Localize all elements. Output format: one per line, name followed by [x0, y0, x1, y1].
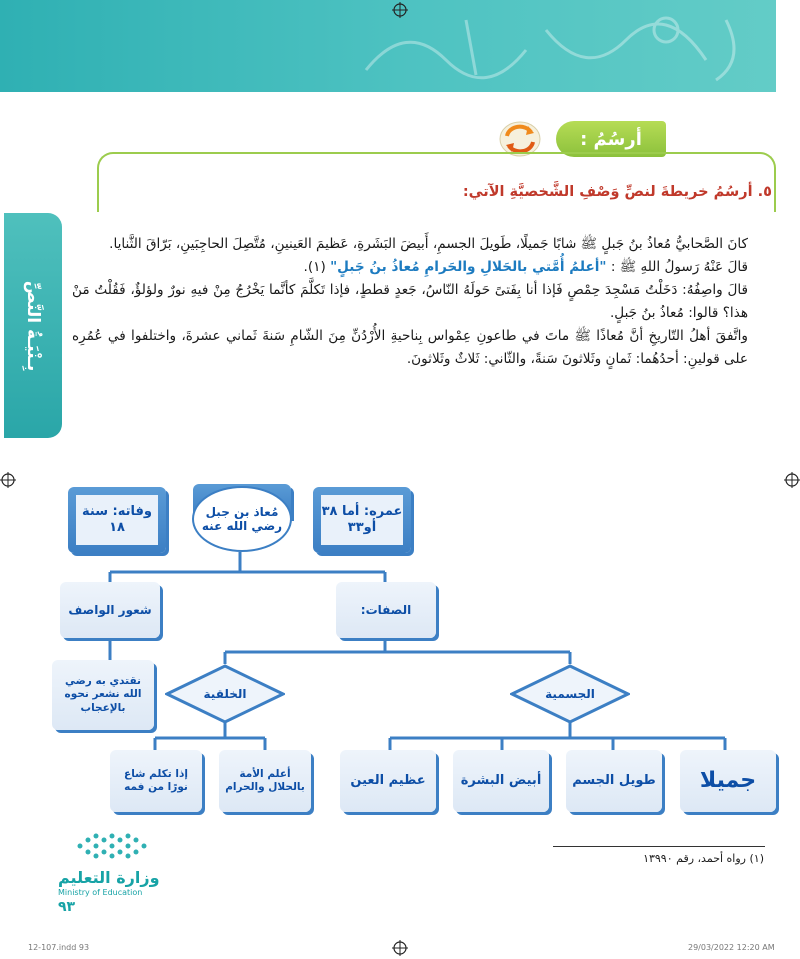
moral-label: الخلقية [203, 687, 247, 701]
physical-category [510, 664, 630, 724]
physical-label: الجسمية [545, 687, 595, 701]
describer-feeling-box: شعور الواصف [60, 582, 160, 638]
death-box [68, 487, 166, 553]
ministry-name-english: Ministry of Education [58, 888, 143, 897]
print-slug-file: 12-107.indd 93 [28, 943, 90, 952]
physical-item: جميلا [680, 750, 776, 812]
paragraph-history: واتَّفقَ أهلُ التّاريخِ أنَّ مُعاذًا ﷺ ماتَ في طاعونِ عِمْواس بِناحيةِ الأُرْدُنِّ مِنَ الشّامِ سَنةَ ثَماني عشرةَ، واختلفوا في عُمُرِه على قولينِ: أحدُهُما: ثَمانٍ وثَلاثونَ سَنةً، والثّاني: ثَلاثٌ وثَلاثونَ. [72, 328, 748, 367]
moral-item: إذا تكلم شاع نورًا من فمه [110, 750, 202, 812]
ministry-logo-icon [74, 830, 154, 862]
paragraph-narrator: قالَ واصِفُهُ: دَخَلْتُ مَسْجِدَ حِمْصٍ فَإذا أنا بِفَتىً حَولَهُ النّاسُ، جَعدٍ قططٍ، فإذا تَكلَّمَ كأنَّما يَخْرُجُ مِنْ فيهِ نورٌ ولؤلؤٌ، فَقُلْتُ مَنْ هذا؟ قالوا: مُعاذُ بنُ جَبلٍ. [72, 282, 748, 321]
physical-item: طويل الجسم [566, 750, 662, 812]
center-subject: مُعاذ بن جبل رضي الله عنه [192, 486, 292, 552]
footnote-ref: (١). [303, 259, 326, 275]
moral-item: أعلم الأمة بالحلال والحرام [219, 750, 311, 812]
hadith-intro: قالَ عَنْهُ رَسولُ اللهِ ﷺ : [610, 259, 748, 275]
physical-item: أبيض البشرة [453, 750, 549, 812]
traits-box: الصفات: [336, 582, 436, 638]
ministry-name-arabic: وزارة التعليم [58, 868, 160, 887]
footnote-divider [553, 846, 765, 847]
footnote: (١) رواه أحمد، رقم ١٣٩٩٠ [643, 852, 764, 865]
moral-category [165, 664, 285, 724]
exercise-title: ٥. أرسُمُ خريطةَ لنصِّ وَصْفِ الشَّخصيَّةِ الآتي: [462, 184, 772, 200]
feeling-detail-box: نقتدي به رضي الله نشعر نحوه بالإعجاب [52, 660, 154, 730]
age-box [313, 487, 411, 553]
print-slug-date: 29/03/2022 12:20 AM [688, 943, 775, 952]
hadith-quote: "أعلمُ أُمَّتي بالحَلالِ والحَرامِ مُعاذُ بنُ جَبلٍ" [330, 259, 607, 275]
section-label-draw: أرسُمُ : [556, 121, 666, 157]
page-number: ٩٣ [58, 899, 76, 915]
physical-item: عظيم العين [340, 750, 436, 812]
paragraph-description: كانَ الصَّحابيُّ مُعاذُ بنُ جَبلٍ ﷺ شابًا جَميلًا، طَويلَ الجسمِ، أَبيضَ البَشَرةِ، عَظيمَ العَينينِ، مُتَّصِلَ الحاجِبَينِ، بَرّاقَ الثَّنايا. [109, 236, 748, 252]
side-tab-label: بِـنْيَـةُ النَّصِّ [23, 280, 43, 371]
death-text: وفاته: سنة ١٨ [76, 495, 158, 545]
age-text: عمره: أما ٣٨ أو٣٣ [321, 495, 403, 545]
